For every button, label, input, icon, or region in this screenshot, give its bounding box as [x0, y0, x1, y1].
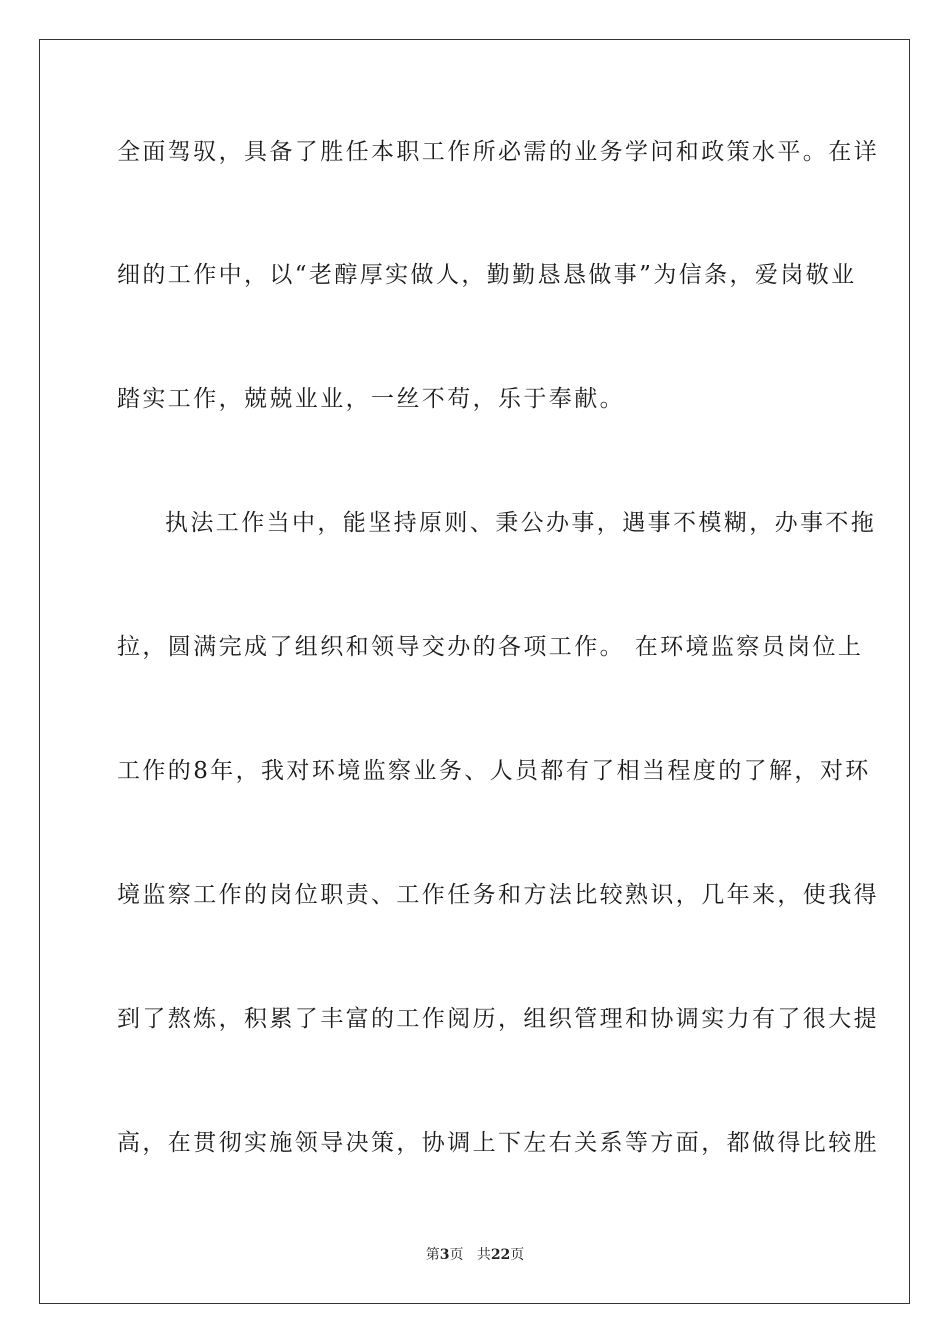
text-line: 踏实工作，兢兢业业，一丝不苟，乐于奉献。	[117, 386, 625, 412]
paragraph-first-line: 执法工作当中，能坚持原则、秉公办事，遇事不模糊，办事不拖	[165, 510, 877, 536]
text-line: 境监察工作的岗位职责、工作任务和方法比较熟识，几年来，使我得	[117, 882, 879, 908]
text-line: 全面驾驭，具备了胜任本职工作所必需的业务学问和政策水平。在详	[117, 139, 879, 165]
page-suffix: 页	[449, 1247, 464, 1263]
page-prefix: 第	[425, 1247, 440, 1263]
text-line: 到了熬炼，积累了丰富的工作阅历，组织管理和协调实力有了很大提	[117, 1006, 879, 1032]
page-border	[39, 39, 910, 1304]
text-line: 细的工作中，以“老醇厚实做人，勤勤恳恳做事”为信条，爱岗敬业	[117, 262, 857, 288]
text-line: 拉，圆满完成了组织和领导交办的各项工作。 在环境监察员岗位上	[117, 634, 864, 660]
text-line: 工作的8年，我对环境监察业务、人员都有了相当程度的了解，对环	[117, 758, 871, 784]
page-footer	[0, 1246, 950, 1264]
total-suffix: 页	[510, 1247, 525, 1263]
total-pages: 22	[490, 1247, 511, 1263]
page-number: 3	[439, 1247, 450, 1263]
text-line: 高，在贯彻实施领导决策，协调上下左右关系等方面，都做得比较胜	[117, 1130, 879, 1156]
total-prefix: 共	[476, 1247, 491, 1263]
